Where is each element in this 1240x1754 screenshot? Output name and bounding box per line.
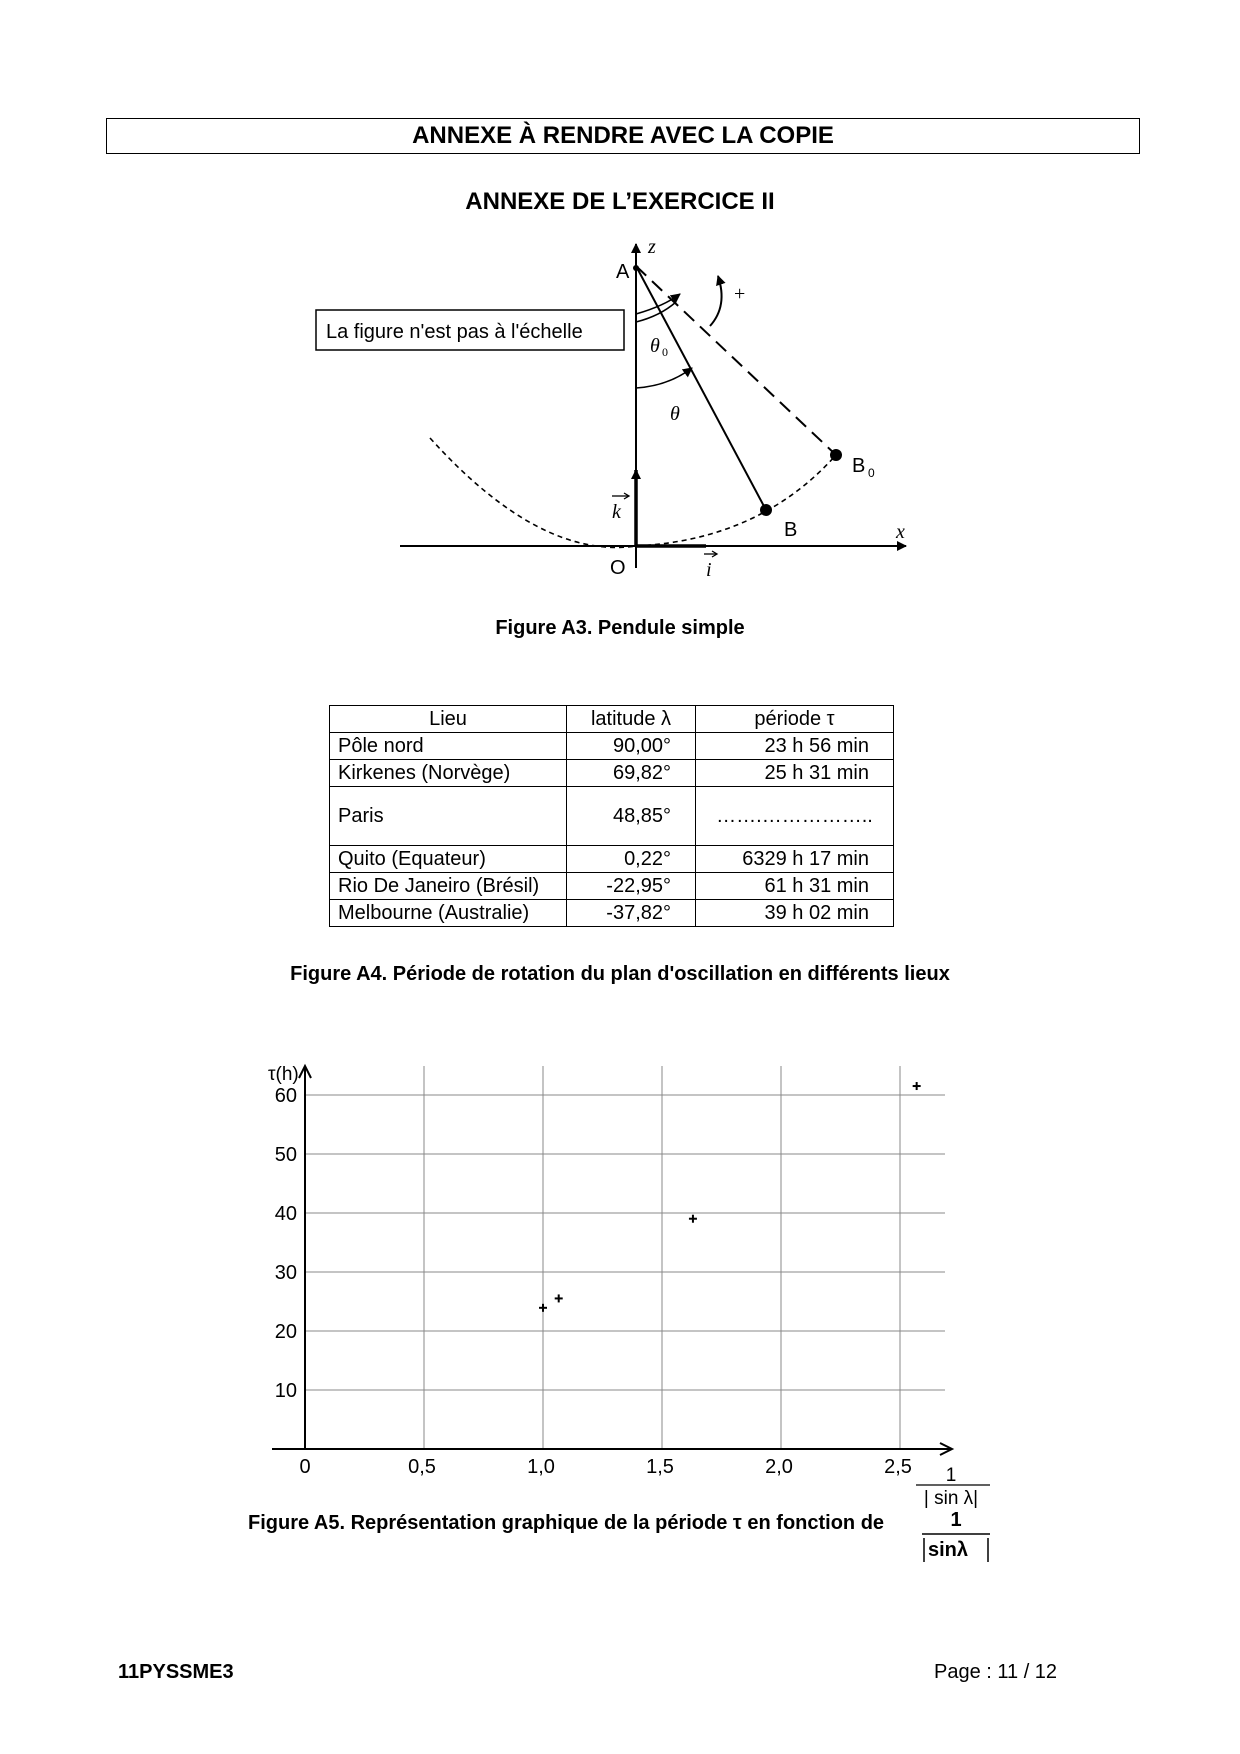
x-tick-label: 1,5 (646, 1456, 674, 1478)
y-tick-label: 30 (274, 1262, 297, 1284)
cell-periode: 61 h 31 min (696, 873, 894, 900)
header-periode: période τ (696, 706, 894, 733)
chart-points (539, 1082, 921, 1312)
label-i: i (706, 559, 712, 581)
boxed-title: ANNEXE À RENDRE AVEC LA COPIE (106, 118, 1140, 154)
label-theta0: θ (650, 335, 660, 357)
y-tick-label: 40 (274, 1203, 297, 1225)
figure-a5-caption (248, 1512, 1008, 1535)
label-x: x (896, 521, 905, 543)
label-k: k (612, 501, 621, 523)
footer-page-number: Page : 11 / 12 (934, 1661, 1058, 1683)
label-theta: θ (670, 403, 680, 425)
label-b0: B (852, 455, 866, 477)
y-axis-label: τ(h) (268, 1064, 299, 1085)
label-z: z (648, 236, 656, 258)
data-point (555, 1294, 563, 1302)
caption-fraction-numerator: 1 (950, 1509, 962, 1531)
cell-latitude: -37,82° (567, 900, 696, 927)
caption-fraction-denominator: sinλ (928, 1539, 969, 1561)
cell-periode: 25 h 31 min (696, 760, 894, 787)
cell-latitude: 69,82° (567, 760, 696, 787)
label-b0-sub: 0 (868, 466, 875, 480)
cell-lieu: Quito (Equateur) (330, 846, 567, 873)
cell-lieu: Melbourne (Australie) (330, 900, 567, 927)
cell-periode: 39 h 02 min (696, 900, 894, 927)
y-tick-label: 10 (274, 1380, 297, 1402)
label-plus: + (734, 283, 746, 305)
label-theta0-sub: 0 (662, 345, 668, 359)
y-tick-label: 50 (274, 1144, 297, 1166)
data-point (913, 1082, 921, 1090)
cell-periode-blank: …….…………….. (696, 787, 894, 846)
cell-lieu: Pôle nord (330, 733, 567, 760)
figure-a3-caption: Figure A3. Pendule simple (495, 617, 745, 639)
note-text: La figure n'est pas à l'échelle (326, 321, 583, 343)
header-latitude: latitude λ (567, 706, 696, 733)
cell-lieu: Rio De Janeiro (Brésil) (330, 873, 567, 900)
label-b: B (784, 519, 798, 541)
label-o: O (610, 557, 626, 579)
data-point (689, 1215, 697, 1223)
cell-latitude: -22,95° (567, 873, 696, 900)
header-lieu: Lieu (330, 706, 567, 733)
x-tick-label: 0,5 (408, 1456, 436, 1478)
data-point (539, 1304, 547, 1312)
cell-lieu: Kirkenes (Norvège) (330, 760, 567, 787)
figure-a4-caption: Figure A4. Période de rotation du plan d'oscillation en différents lieux (290, 963, 950, 985)
cell-periode: 6329 h 17 min (696, 846, 894, 873)
cell-latitude: 90,00° (567, 733, 696, 760)
x-axis-label-numerator: 1 (945, 1465, 957, 1486)
chart-tick-labels (275, 1085, 912, 1478)
x-tick-label: 0 (299, 1456, 311, 1478)
y-tick-label: 20 (274, 1321, 297, 1343)
cell-lieu: Paris (330, 787, 567, 846)
footer-code: 11PYSSME3 (118, 1661, 234, 1683)
subtitle: ANNEXE DE L’EXERCICE II (465, 188, 775, 215)
chart-grid (305, 1066, 945, 1449)
x-tick-label: 2,5 (884, 1456, 912, 1478)
figure-a5-caption-text: Figure A5. Représentation graphique de la période τ en fonction de (248, 1512, 885, 1534)
label-a: A (616, 261, 630, 283)
figure-a5-caption-fraction (918, 1504, 994, 1564)
cell-latitude: 48,85° (567, 787, 696, 846)
x-tick-label: 2,0 (765, 1456, 793, 1478)
x-axis-label-denominator: | sin λ| (923, 1488, 979, 1509)
y-tick-label: 60 (274, 1085, 297, 1107)
cell-latitude: 0,22° (567, 846, 696, 873)
cell-periode: 23 h 56 min (696, 733, 894, 760)
chart-axes (272, 1066, 952, 1455)
x-tick-label: 1,0 (527, 1456, 555, 1478)
